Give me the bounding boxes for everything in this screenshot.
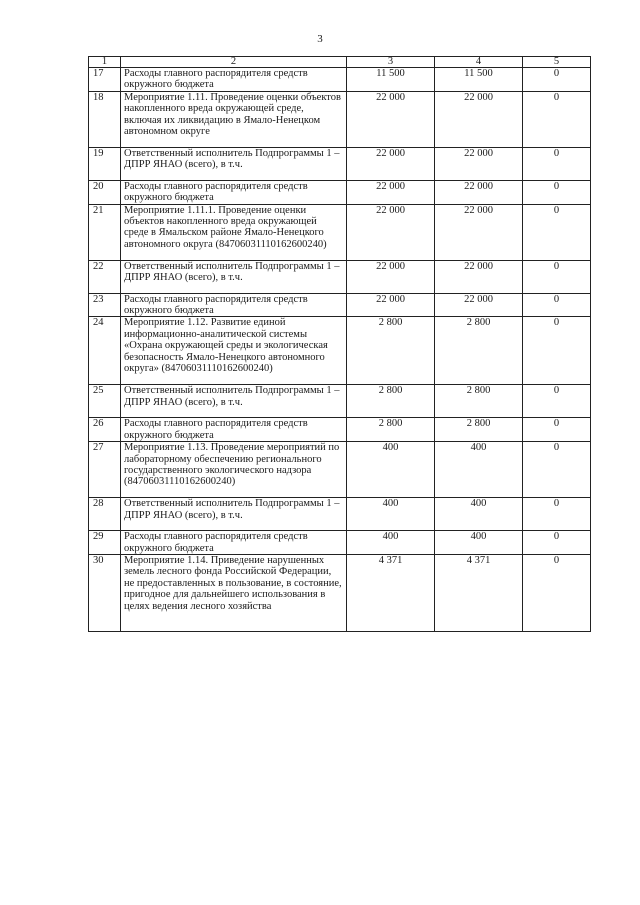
row-value-col3-cell: 22 000	[347, 91, 435, 147]
row-description-cell: Расходы главного распорядителя средств окружного бюджета	[121, 68, 347, 92]
row-value-col5-cell: 0	[523, 555, 591, 632]
row-value-col3-cell: 22 000	[347, 147, 435, 180]
row-value-col5-cell: 0	[523, 91, 591, 147]
row-value-col3-cell: 11 500	[347, 68, 435, 92]
row-value-col3-cell: 22 000	[347, 180, 435, 204]
row-value-col4-cell: 400	[435, 498, 523, 531]
row-description-cell: Ответственный исполнитель Подпрограммы 1 – ДПРР ЯНАО (всего), в т.ч.	[121, 260, 347, 293]
row-description-cell: Мероприятие 1.13. Проведение мероприятий по лабораторному обеспечению регионального государственного экологического надзора (84706031110162600240)	[121, 442, 347, 498]
row-description-cell: Ответственный исполнитель Подпрограммы 1 – ДПРР ЯНАО (всего), в т.ч.	[121, 147, 347, 180]
row-number-cell: 29	[89, 531, 121, 555]
table-row	[89, 180, 591, 204]
table-row	[89, 293, 591, 317]
row-number-cell: 24	[89, 317, 121, 385]
row-value-col3-cell: 400	[347, 442, 435, 498]
table-row	[89, 147, 591, 180]
row-description-cell: Мероприятие 1.11. Проведение оценки объектов накопленного вреда окружающей среде, включая их ликвидацию в Ямало-Ненецком автономном округе	[121, 91, 347, 147]
row-value-col4-cell: 22 000	[435, 91, 523, 147]
row-description-cell: Расходы главного распорядителя средств окружного бюджета	[121, 293, 347, 317]
row-value-col4-cell: 22 000	[435, 260, 523, 293]
row-value-col5-cell: 0	[523, 260, 591, 293]
row-number-cell: 21	[89, 204, 121, 260]
table-row	[89, 498, 591, 531]
row-number-cell: 20	[89, 180, 121, 204]
budget-table	[88, 56, 591, 632]
row-number-cell: 30	[89, 555, 121, 632]
row-value-col5-cell: 0	[523, 418, 591, 442]
row-value-col4-cell: 400	[435, 531, 523, 555]
header-cell-5: 5	[523, 57, 591, 68]
page-number: 3	[317, 33, 323, 45]
row-value-col3-cell: 4 371	[347, 555, 435, 632]
row-number-cell: 28	[89, 498, 121, 531]
row-description-cell: Расходы главного распорядителя средств окружного бюджета	[121, 418, 347, 442]
header-cell-3: 3	[347, 57, 435, 68]
row-value-col4-cell: 22 000	[435, 180, 523, 204]
row-description-cell: Ответственный исполнитель Подпрограммы 1 – ДПРР ЯНАО (всего), в т.ч.	[121, 498, 347, 531]
row-value-col3-cell: 400	[347, 498, 435, 531]
row-description-cell: Мероприятие 1.11.1. Проведение оценки объектов накопленного вреда окружающей среде в Ямальском районе Ямало-Ненецкого автономного округа (84706031110162600240)	[121, 204, 347, 260]
row-value-col3-cell: 22 000	[347, 293, 435, 317]
row-number-cell: 18	[89, 91, 121, 147]
row-value-col3-cell: 2 800	[347, 317, 435, 385]
row-value-col4-cell: 22 000	[435, 293, 523, 317]
row-value-col4-cell: 22 000	[435, 204, 523, 260]
budget-table-body	[89, 57, 591, 632]
table-row	[89, 68, 591, 92]
row-value-col5-cell: 0	[523, 147, 591, 180]
row-value-col4-cell: 2 800	[435, 385, 523, 418]
row-number-cell: 25	[89, 385, 121, 418]
row-value-col5-cell: 0	[523, 68, 591, 92]
row-value-col5-cell: 0	[523, 385, 591, 418]
row-value-col3-cell: 400	[347, 531, 435, 555]
table-row	[89, 91, 591, 147]
row-number-cell: 19	[89, 147, 121, 180]
row-description-cell: Расходы главного распорядителя средств окружного бюджета	[121, 180, 347, 204]
row-value-col4-cell: 22 000	[435, 147, 523, 180]
table-row	[89, 555, 591, 632]
table-row	[89, 385, 591, 418]
row-value-col5-cell: 0	[523, 531, 591, 555]
row-description-cell: Расходы главного распорядителя средств окружного бюджета	[121, 531, 347, 555]
table-header-row	[89, 57, 591, 68]
row-description-cell: Мероприятие 1.14. Приведение нарушенных земель лесного фонда Российской Федерации, не предоставленных в пользование, в состояние, пригодное для дальнейшего использования в целях ведения лесного хозяйства	[121, 555, 347, 632]
row-number-cell: 26	[89, 418, 121, 442]
row-value-col5-cell: 0	[523, 317, 591, 385]
table-row	[89, 317, 591, 385]
row-value-col4-cell: 400	[435, 442, 523, 498]
row-number-cell: 23	[89, 293, 121, 317]
table-row	[89, 418, 591, 442]
row-description-cell: Ответственный исполнитель Подпрограммы 1 – ДПРР ЯНАО (всего), в т.ч.	[121, 385, 347, 418]
row-value-col5-cell: 0	[523, 498, 591, 531]
row-value-col5-cell: 0	[523, 442, 591, 498]
row-value-col4-cell: 2 800	[435, 317, 523, 385]
row-value-col4-cell: 4 371	[435, 555, 523, 632]
row-number-cell: 17	[89, 68, 121, 92]
row-number-cell: 22	[89, 260, 121, 293]
table-row	[89, 260, 591, 293]
row-value-col3-cell: 2 800	[347, 418, 435, 442]
header-cell-1: 1	[89, 57, 121, 68]
row-value-col3-cell: 2 800	[347, 385, 435, 418]
row-number-cell: 27	[89, 442, 121, 498]
row-value-col4-cell: 11 500	[435, 68, 523, 92]
row-value-col3-cell: 22 000	[347, 260, 435, 293]
header-cell-4: 4	[435, 57, 523, 68]
row-value-col5-cell: 0	[523, 204, 591, 260]
header-cell-2: 2	[121, 57, 347, 68]
table-row	[89, 204, 591, 260]
row-value-col5-cell: 0	[523, 293, 591, 317]
row-value-col3-cell: 22 000	[347, 204, 435, 260]
row-description-cell: Мероприятие 1.12. Развитие единой информационно-аналитической системы «Охрана окружающей среды и экологическая безопасность Ямало-Ненецкого автономного округа» (84706031110162600240)	[121, 317, 347, 385]
table-row	[89, 531, 591, 555]
row-value-col5-cell: 0	[523, 180, 591, 204]
table-row	[89, 442, 591, 498]
row-value-col4-cell: 2 800	[435, 418, 523, 442]
